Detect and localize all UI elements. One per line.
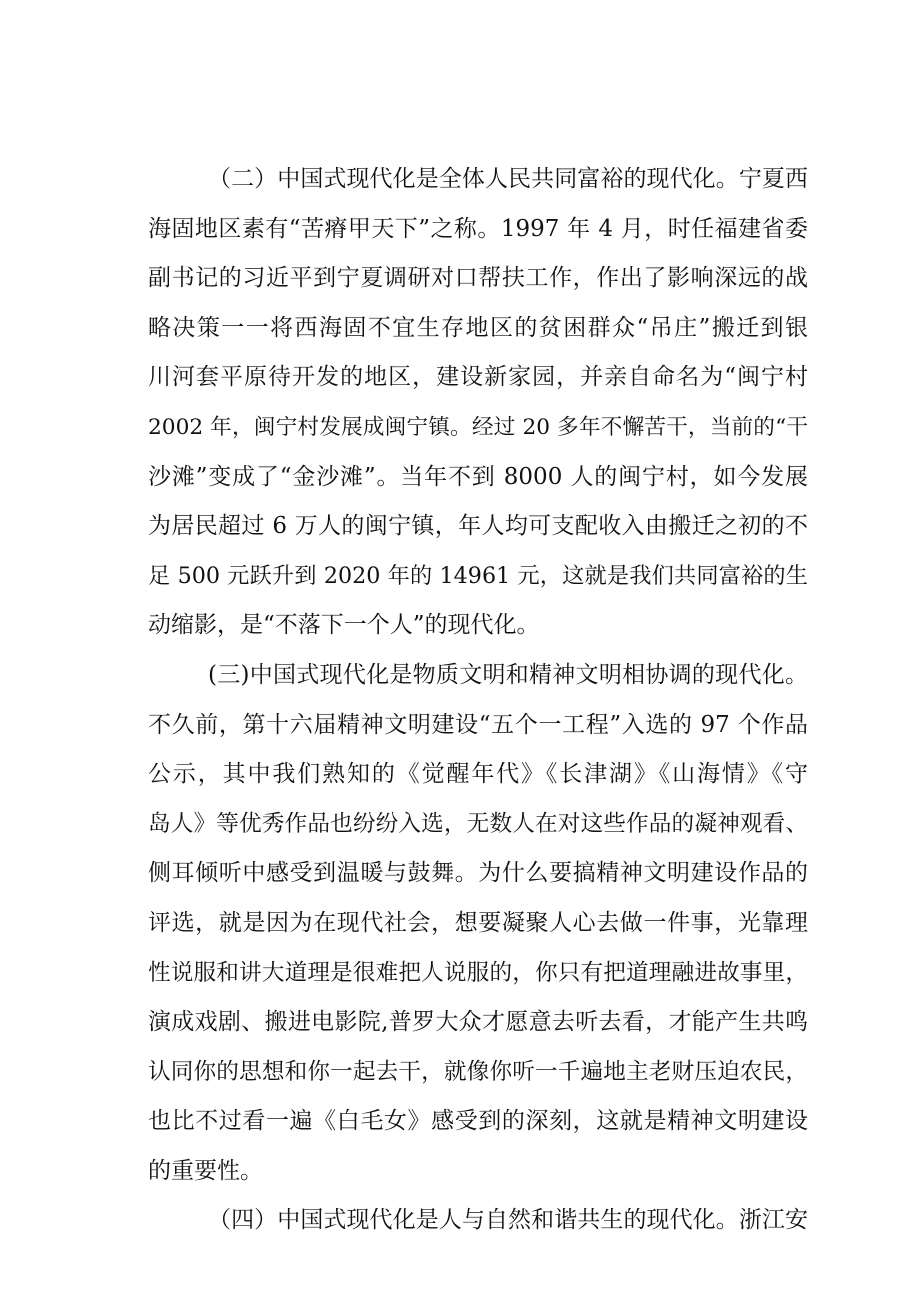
paragraph-2-line-3: 副书记的习近平到宁夏调研对口帮扶工作，作出了影响深远的战: [148, 265, 808, 292]
paragraph-2-line-4: 略决策一一将西海固不宜生存地区的贫困群众“吊庄”搬迁到银: [148, 314, 808, 341]
document-body: [148, 155, 808, 1246]
paragraph-2-line-1: （二）中国式现代化是全体人民共同富裕的现代化。宁夏西: [208, 166, 808, 192]
paragraph-3-line-7: 性说服和讲大道理是很难把人说服的，你只有把道理融进故事里，: [148, 959, 808, 986]
paragraph-3-line-11: 的重要性。: [148, 1157, 263, 1184]
paragraph-2-line-8: 为居民超过 6 万人的闽宁镇，年人均可支配收入由搬迁之初的不: [148, 513, 808, 540]
paragraph-2-line-5: 川河套平原待开发的地区，建设新家园，并亲自命名为“闽宁村: [148, 364, 808, 391]
paragraph-2-line-9: 足 500 元跃升到 2020 年的 14961 元，这就是我们共同富裕的生: [148, 562, 808, 589]
paragraph-2-line-2: 海固地区素有“苦瘠甲天下”之称。1997 年 4 月，时任福建省委: [148, 215, 808, 242]
paragraph-3-line-3: 公示，其中我们熟知的《觉醒年代》《长津湖》《山海情》《守: [148, 761, 808, 788]
paragraph-3-line-4: 岛人》等优秀作品也纷纷入选，无数人在对这些作品的凝神观看、: [148, 810, 808, 837]
paragraph-3-line-8: 演成戏剧、搬进电影院,普罗大众才愿意去听去看，才能产生共鸣: [148, 1009, 808, 1036]
paragraph-4-line-1: （四）中国式现代化是人与自然和谐共生的现代化。浙江安: [208, 1207, 808, 1234]
paragraph-3-line-10: 也比不过看一遍《白毛女》感受到的深刻，这就是精神文明建设: [148, 1108, 808, 1135]
paragraph-3-line-6: 评选，就是因为在现代社会，想要凝聚人心去做一件事，光靠理: [148, 909, 808, 936]
paragraph-3-line-5: 侧耳倾听中感受到温暖与鼓舞。为什么要搞精神文明建设作品的: [148, 860, 808, 887]
paragraph-2-line-7: 沙滩”变成了“金沙滩”。当年不到 8000 人的闽宁村，如今发展: [148, 463, 808, 490]
paragraph-3-line-9: 认同你的思想和你一起去干，就像你听一千遍地主老财压迫农民，: [148, 1058, 808, 1085]
paragraph-3-line-1: (三)中国式现代化是物质文明和精神文明相协调的现代化。: [208, 661, 808, 688]
paragraph-2-line-6: 2002 年，闽宁村发展成闽宁镇。经过 20 多年不懈苦干，当前的“干: [148, 414, 808, 440]
paragraph-3-line-2: 不久前，第十六届精神文明建设“五个一工程”入选的 97 个作品: [148, 711, 808, 738]
paragraph-2-line-10: 动缩影，是“不落下一个人”的现代化。: [148, 612, 540, 639]
